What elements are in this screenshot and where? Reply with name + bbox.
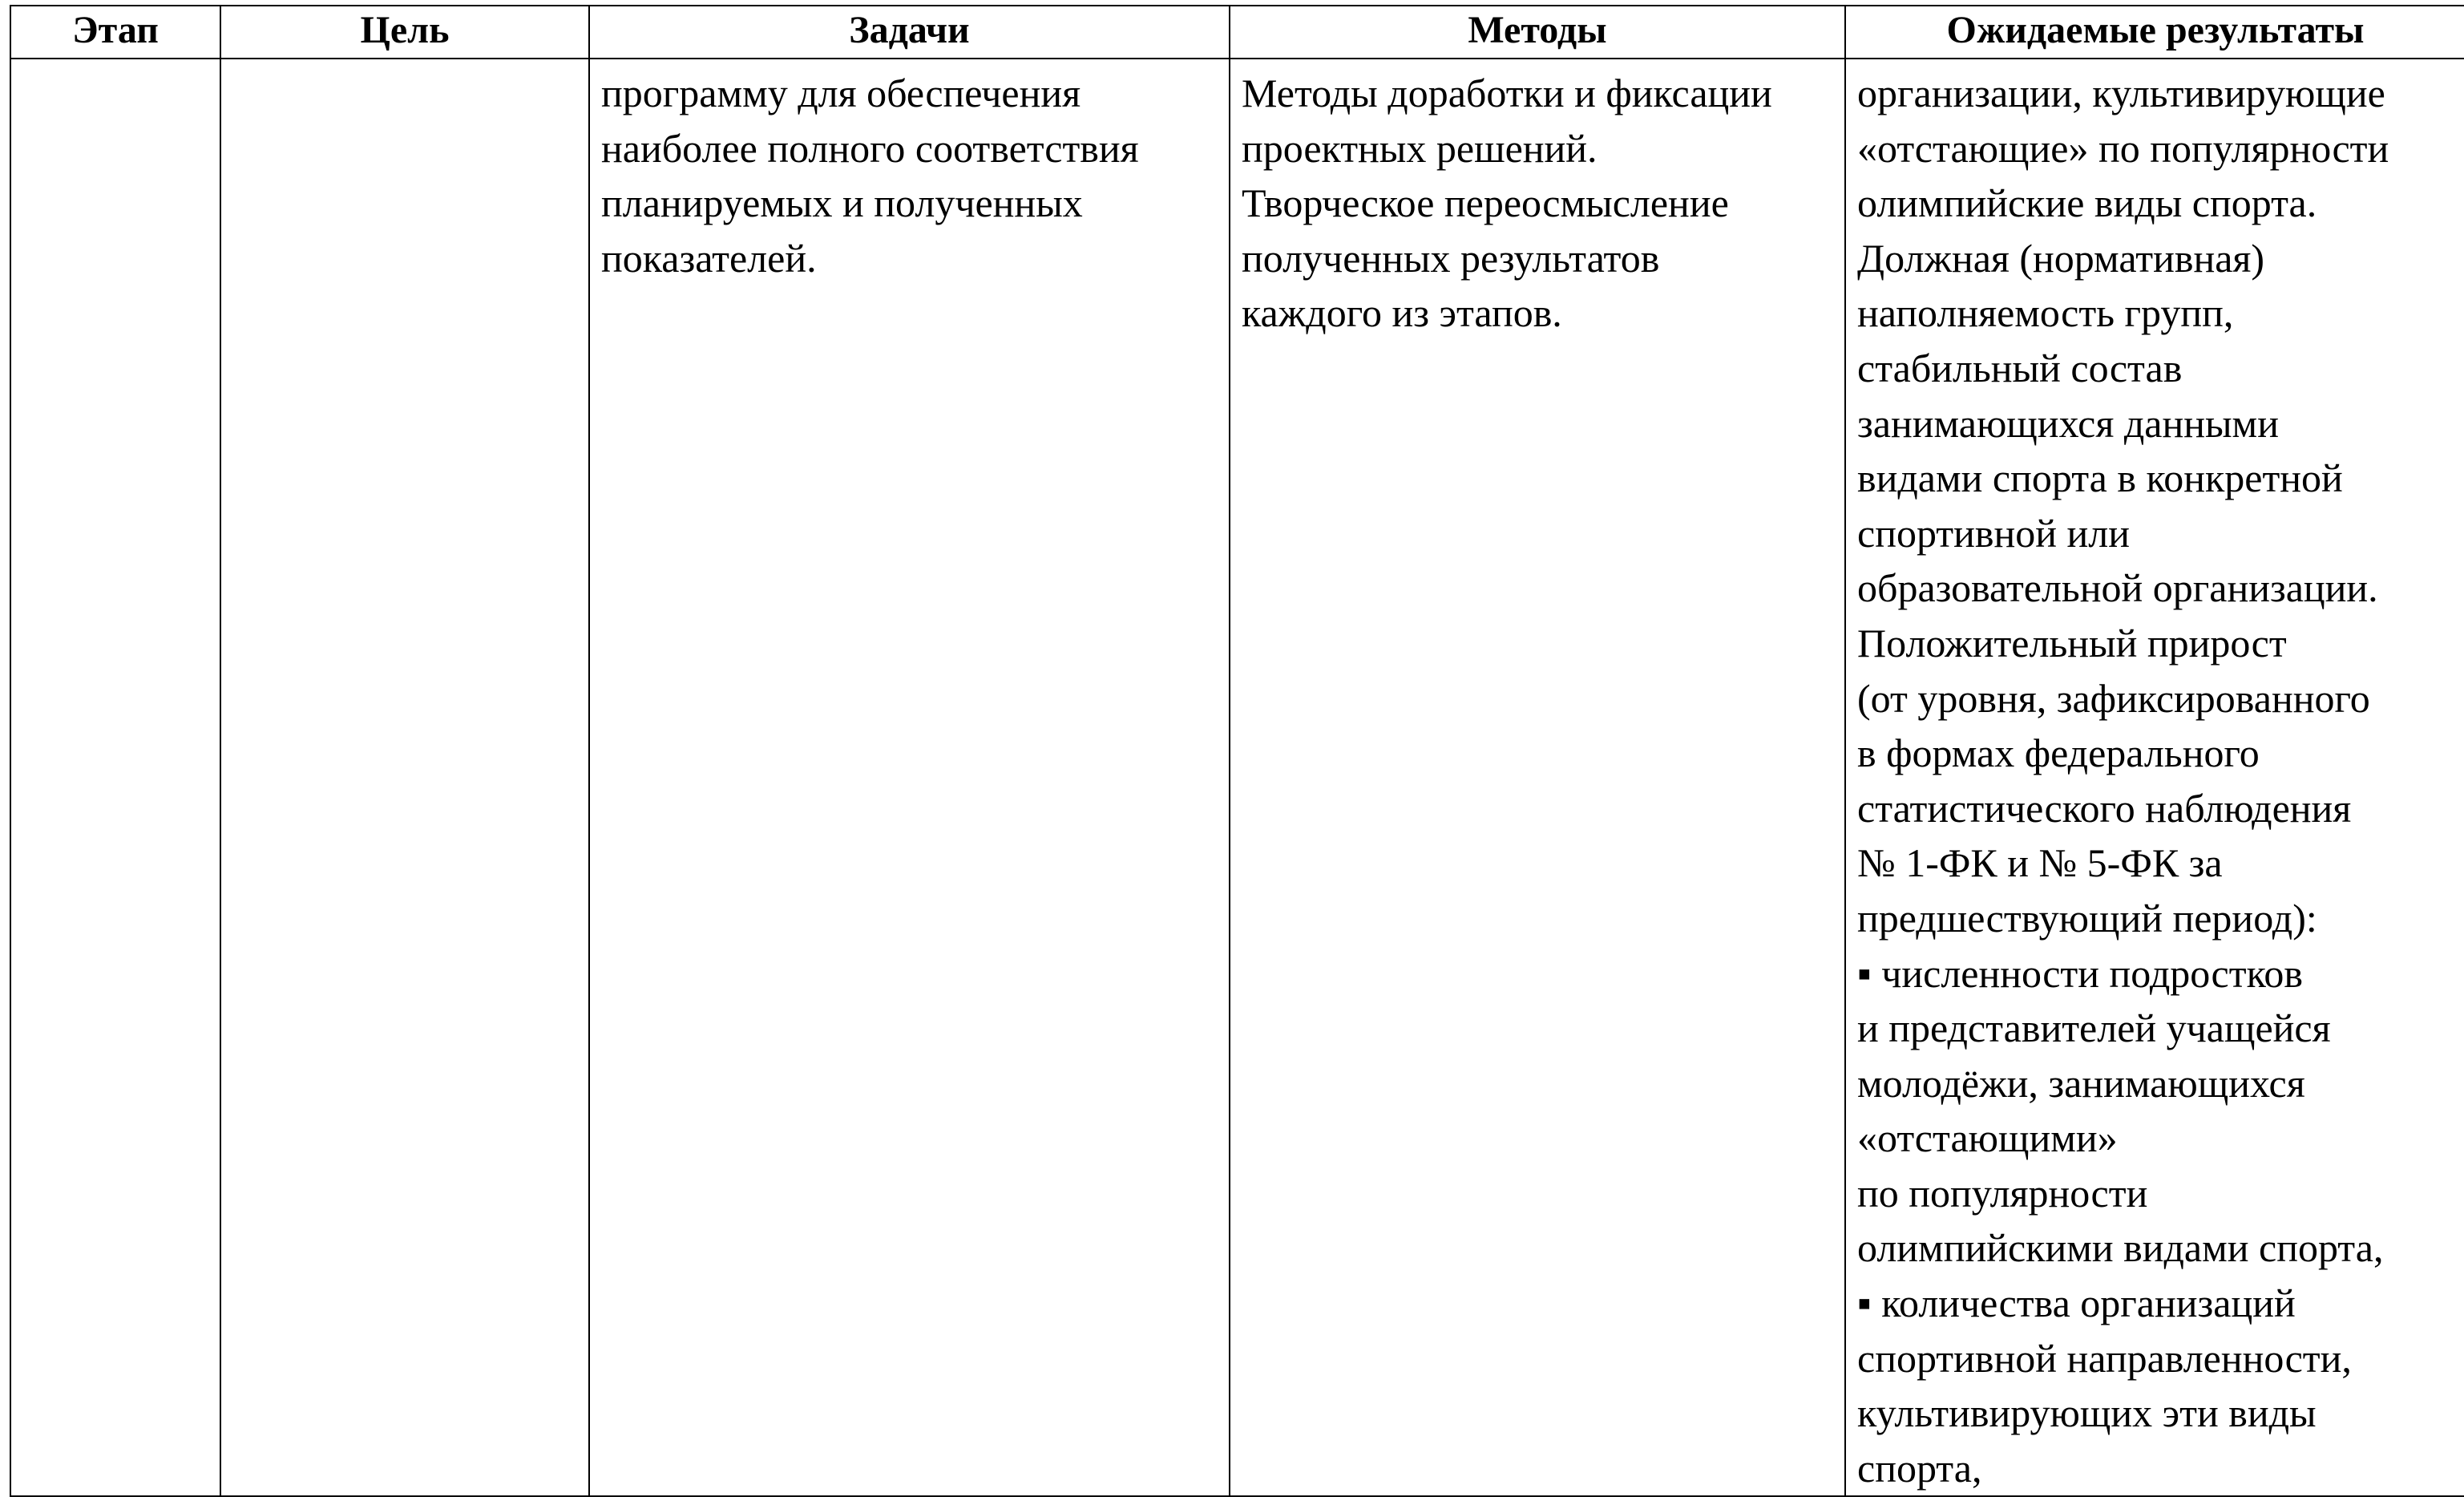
results-line: образовательной организации.	[1857, 565, 2378, 611]
results-line: Должная (нормативная)	[1857, 235, 2265, 281]
results-line: ▪ количества организаций	[1857, 1281, 2296, 1326]
results-table	[10, 5, 2464, 1497]
results-line: № 1-ФК и № 5-ФК за	[1857, 840, 2223, 886]
tasks-line: планируемых и полученных	[601, 180, 1083, 226]
results-line: «отстающие» по популярности	[1857, 125, 2389, 171]
results-line: «отстающими»	[1857, 1115, 2118, 1161]
header-methods: Методы	[1230, 6, 1845, 59]
results-line: олимпийскими видами спорта,	[1857, 1225, 2384, 1271]
methods-line: Методы доработки и фиксации	[1242, 71, 1772, 115]
results-line: и представителей учащейся	[1857, 1005, 2331, 1051]
results-line: ▪ численности подростков	[1857, 950, 2303, 996]
results-line: стабильный состав	[1857, 345, 2183, 390]
results-line: спорта,	[1857, 1445, 1982, 1491]
table-header	[10, 6, 2464, 59]
results-line: видами спорта в конкретной	[1857, 455, 2343, 501]
results-line: статистического наблюдения	[1857, 785, 2352, 831]
methods-line: каждого из этапов.	[1242, 290, 1562, 336]
results-line: по популярности	[1857, 1170, 2148, 1216]
cell-methods	[1230, 59, 1845, 1496]
tasks-line: наиболее полного соответствия	[601, 125, 1139, 171]
cell-results	[1845, 59, 2464, 1496]
header-stage: Этап	[10, 6, 220, 59]
results-line: занимающихся данными	[1857, 400, 2279, 446]
results-line: культивирующих эти виды	[1857, 1390, 2317, 1436]
header-row	[10, 6, 2464, 59]
tasks-line: программу для обеспечения	[601, 71, 1081, 115]
results-line: предшествующий период):	[1857, 895, 2317, 941]
results-line: спортивной направленности,	[1857, 1335, 2352, 1381]
results-line: спортивной или	[1857, 510, 2130, 556]
results-line: организации, культивирующие	[1857, 71, 2385, 115]
tasks-line: показателей.	[601, 235, 817, 281]
methods-line: Творческое переосмысление	[1242, 180, 1729, 226]
cell-tasks	[589, 59, 1230, 1496]
results-line: олимпийские виды спорта.	[1857, 180, 2317, 226]
cell-stage	[10, 59, 220, 1496]
results-line: (от уровня, зафиксированного	[1857, 675, 2370, 721]
results-line: наполняемость групп,	[1857, 290, 2234, 336]
results-line: молодёжи, занимающихся	[1857, 1060, 2305, 1106]
header-tasks: Задачи	[589, 6, 1230, 59]
header-goal: Цель	[220, 6, 589, 59]
methods-line: полученных результатов	[1242, 235, 1660, 281]
cell-goal	[220, 59, 589, 1496]
results-line: в формах федерального	[1857, 730, 2260, 776]
table-body	[10, 59, 2464, 1496]
methods-line: проектных решений.	[1242, 125, 1598, 171]
table-row	[10, 59, 2464, 1496]
results-line: Положительный прирост	[1857, 620, 2287, 666]
header-results: Ожидаемые результаты	[1845, 6, 2464, 59]
